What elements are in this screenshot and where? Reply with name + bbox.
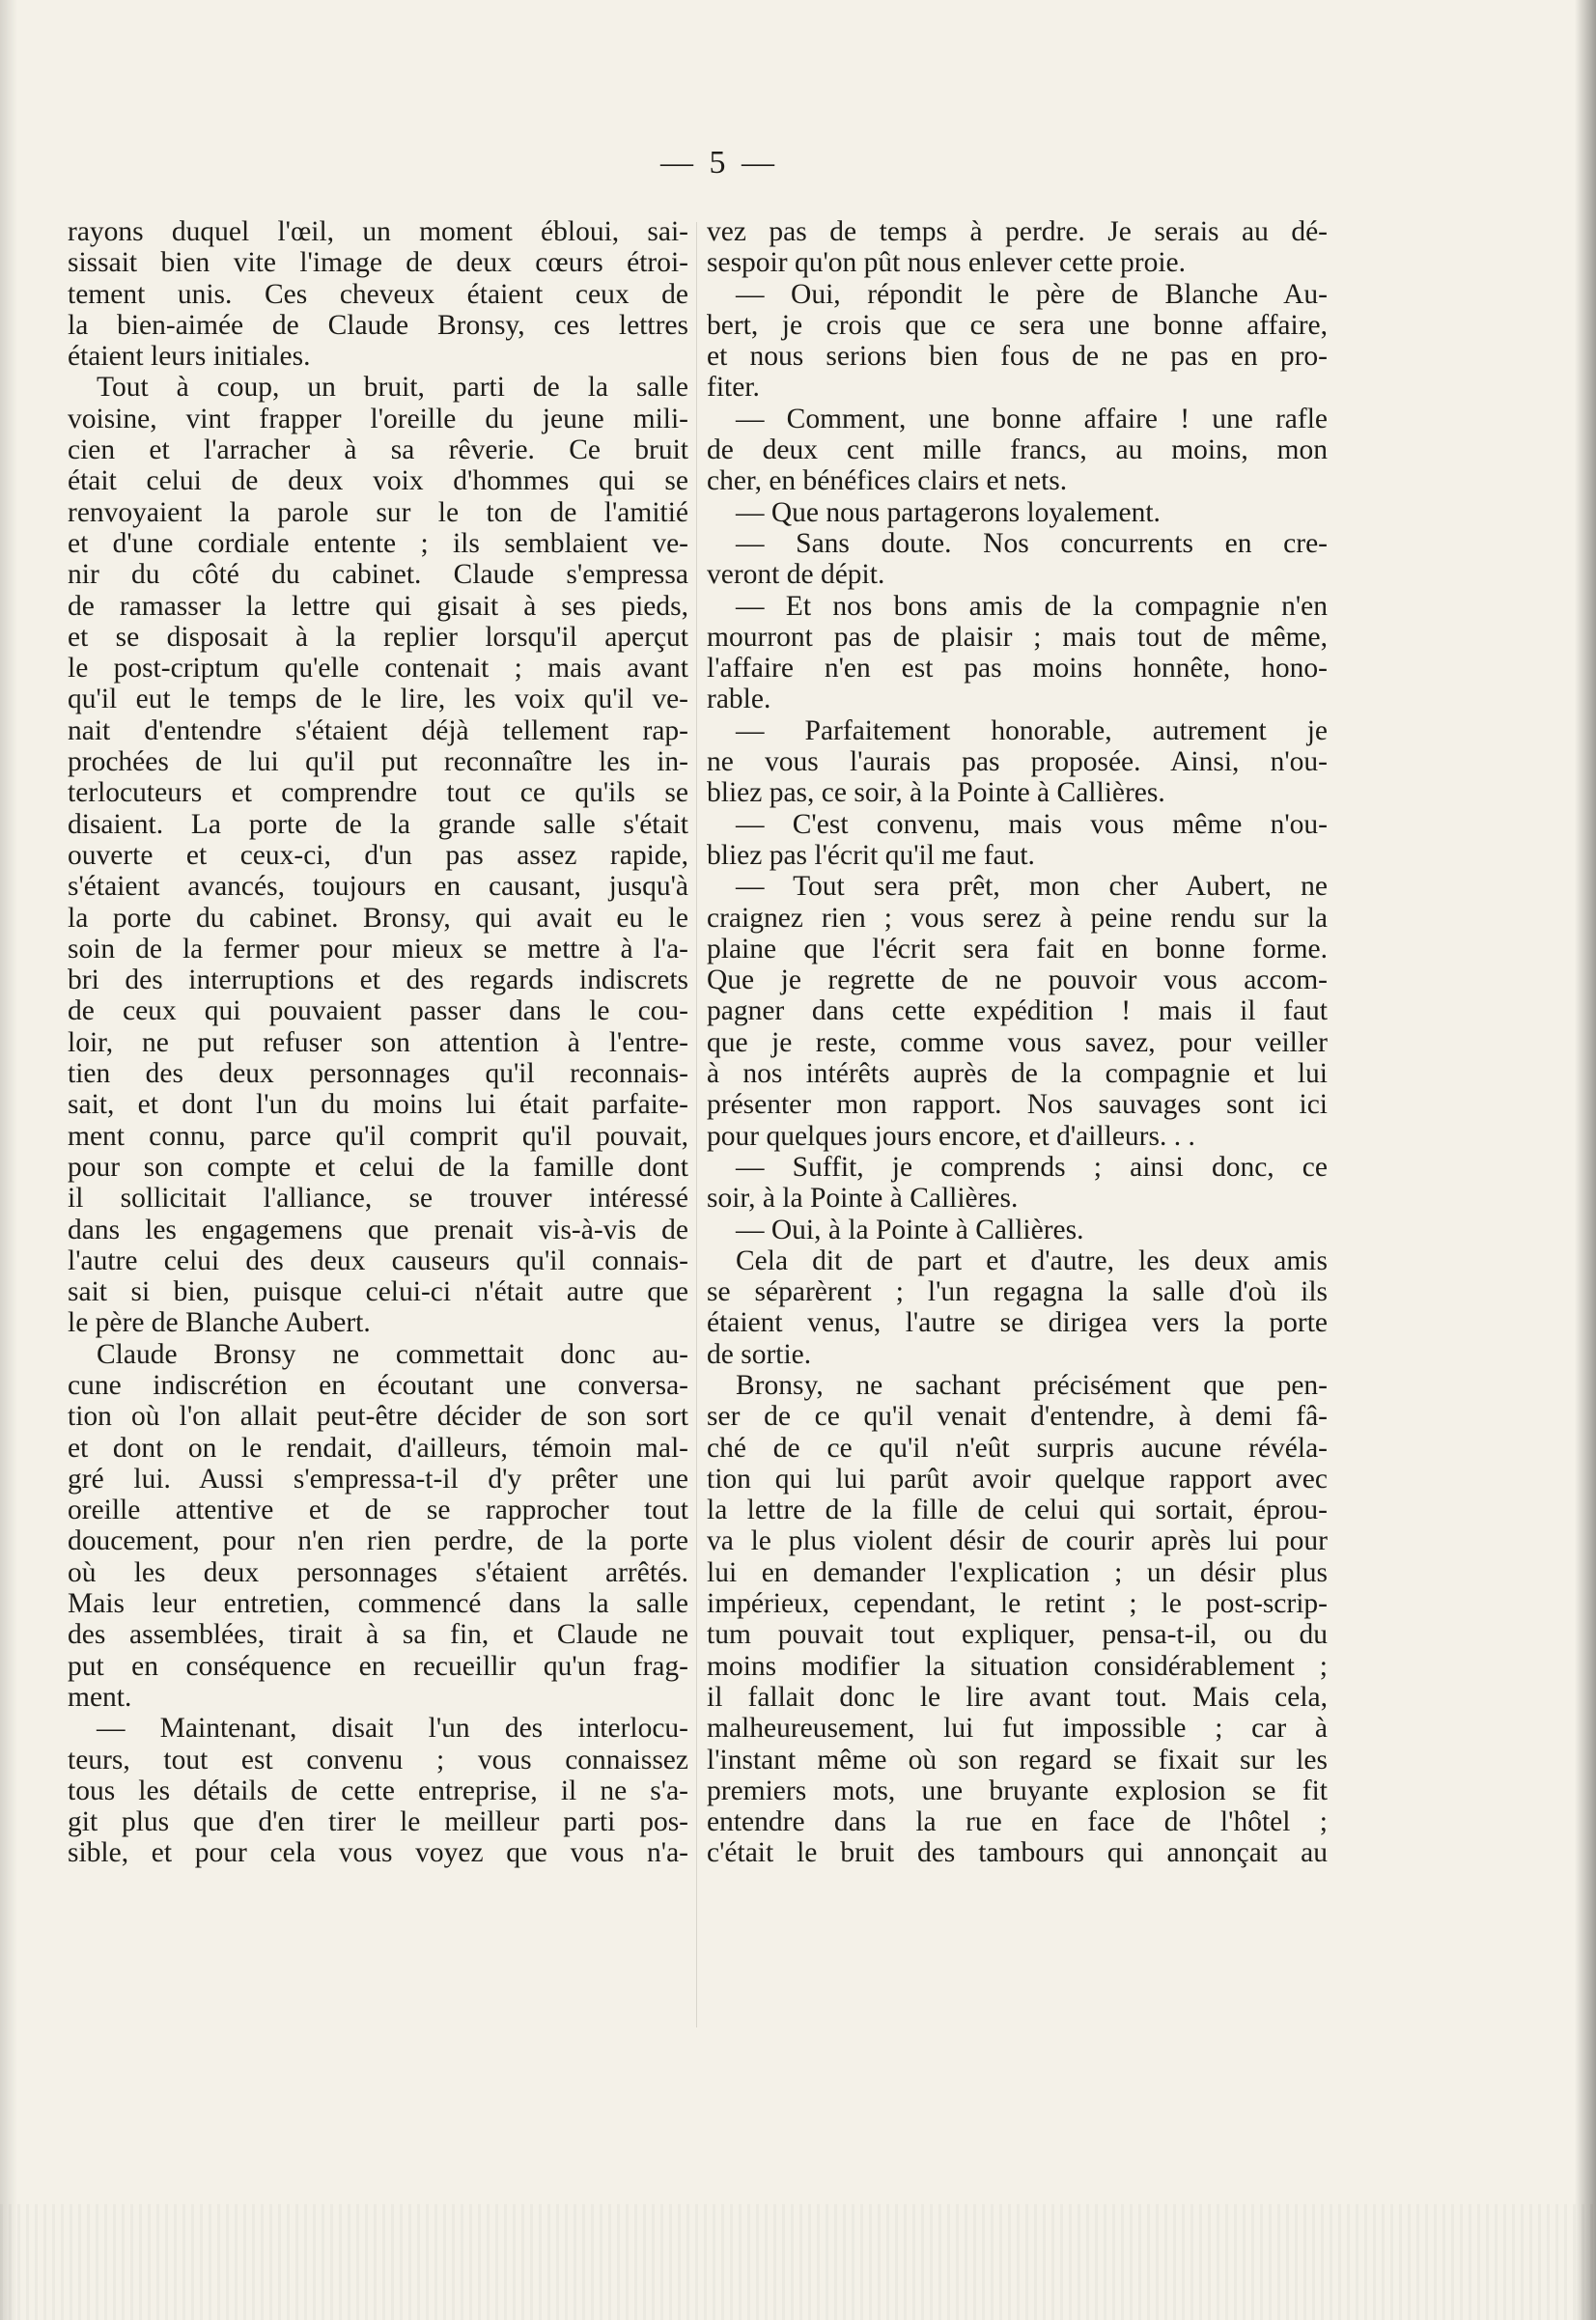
text-line: Mais leur entretien, commencé dans la salle	[68, 1588, 688, 1620]
text-line: prochées de lui qu'il put reconnaître les in-	[68, 746, 688, 778]
text-line: sespoir qu'on pût nous enlever cette proie.	[707, 247, 1187, 279]
text-line: Que je regrette de ne pouvoir vous accom-	[707, 964, 1328, 996]
text-line: — Que nous partagerons loyalement.	[736, 496, 1161, 528]
text-line: étaient venus, l'autre se dirigea vers la porte	[707, 1307, 1328, 1339]
text-line: était celui de deux voix d'hommes qui se	[68, 465, 688, 497]
text-line: de ceux qui pouvaient passer dans le cou-	[68, 995, 688, 1027]
text-line: ché de ce qu'il n'eût surpris aucune révéla-	[707, 1432, 1328, 1464]
text-line: nir du côté du cabinet. Claude s'empressa	[68, 559, 688, 591]
text-line: ment.	[68, 1681, 132, 1713]
text-line: nait d'entendre s'étaient déjà tellement rap-	[68, 714, 688, 746]
text-line: se séparèrent ; l'un regagna la salle d'où ils	[707, 1276, 1328, 1308]
text-line: le père de Blanche Aubert.	[68, 1307, 371, 1339]
column-gutter	[696, 222, 697, 2027]
text-line: bert, je crois que ce sera une bonne affaire,	[707, 309, 1328, 341]
text-line: loir, ne put refuser son attention à l'entre-	[68, 1026, 688, 1058]
right-text-column	[707, 216, 1328, 1869]
text-line: pour son compte et celui de la famille dont	[68, 1151, 688, 1183]
text-line: teurs, tout est convenu ; vous connaissez	[68, 1744, 688, 1775]
text-line: disaient. La porte de la grande salle s'était	[68, 808, 688, 840]
text-line: cien et l'arracher à sa rêverie. Ce bruit	[68, 434, 688, 466]
text-line: Tout à coup, un bruit, parti de la salle	[97, 372, 688, 404]
text-line: premiers mots, une bruyante explosion se fit	[707, 1775, 1328, 1806]
text-line: la bien-aimée de Claude Bronsy, ces lettres	[68, 309, 688, 341]
text-line: tion où l'on allait peut-être décider de son sort	[68, 1401, 688, 1433]
text-line: doucement, pour n'en rien perdre, de la porte	[68, 1525, 688, 1557]
text-line: renvoyaient la parole sur le ton de l'amitié	[68, 496, 688, 528]
text-line: moins modifier la situation considérablement ;	[707, 1650, 1328, 1682]
text-line: et nous serions bien fous de ne pas en pro-	[707, 341, 1328, 373]
text-line: étaient leurs initiales.	[68, 341, 311, 373]
text-line: soir, à la Pointe à Callières.	[707, 1183, 1019, 1215]
text-line: il fallait donc le lire avant tout. Mais cela,	[707, 1681, 1328, 1713]
text-line: mourront pas de plaisir ; mais tout de même,	[707, 621, 1328, 653]
text-line: — Suffit, je comprends ; ainsi donc, ce	[736, 1151, 1328, 1183]
text-line: de deux cent mille francs, au moins, mon	[707, 434, 1328, 466]
text-line: gré lui. Aussi s'empressa-t-il d'y prêter une	[68, 1463, 688, 1495]
text-line: sible, et pour cela vous voyez que vous n'a-	[68, 1837, 688, 1869]
text-line: bliez pas l'écrit qu'il me faut.	[707, 839, 1035, 871]
text-line: fiter.	[707, 372, 760, 404]
text-line: bri des interruptions et des regards indiscrets	[68, 964, 688, 996]
text-line: bliez pas, ce soir, à la Pointe à Callières.	[707, 777, 1165, 809]
text-line: lui en demander l'explication ; un désir plus	[707, 1556, 1328, 1588]
text-line: oreille attentive et de se rapprocher tout	[68, 1495, 688, 1526]
text-line: voisine, vint frapper l'oreille du jeune mili-	[68, 403, 688, 434]
text-line: — Oui, répondit le père de Blanche Au-	[736, 278, 1328, 310]
text-line: — Comment, une bonne affaire ! une rafle	[736, 403, 1328, 434]
text-line: veront de dépit.	[707, 559, 885, 591]
text-line: s'étaient avancés, toujours en causant, jusqu'à	[68, 871, 688, 903]
paper-speckle	[0, 2204, 1596, 2320]
text-line: l'instant même où son regard se fixait sur les	[707, 1744, 1328, 1775]
text-line: git plus que d'en tirer le meilleur parti pos-	[68, 1806, 688, 1838]
text-line: de sortie.	[707, 1338, 812, 1370]
text-line: tum pouvait tout expliquer, pensa-t-il, ou du	[707, 1619, 1328, 1651]
text-line: — Oui, à la Pointe à Callières.	[736, 1214, 1084, 1245]
text-line: présenter mon rapport. Nos sauvages sont ici	[707, 1089, 1328, 1121]
text-line: ne vous l'aurais pas proposée. Ainsi, n'ou-	[707, 746, 1328, 778]
text-line: — Maintenant, disait l'un des interlocu-	[97, 1713, 688, 1745]
text-line: — Sans doute. Nos concurrents en cre-	[736, 527, 1328, 559]
text-line: sait, et dont l'un du moins lui était parfaite-	[68, 1089, 688, 1121]
text-line: — Et nos bons amis de la compagnie n'en	[736, 590, 1328, 622]
text-line: des assemblées, tirait à sa fin, et Claude ne	[68, 1619, 688, 1651]
text-line: et dont on le rendait, d'ailleurs, témoin mal-	[68, 1432, 688, 1464]
text-line: la lettre de la fille de celui qui sortait, éprou-	[707, 1495, 1328, 1526]
text-line: tement unis. Ces cheveux étaient ceux de	[68, 278, 688, 310]
text-line: va le plus violent désir de courir après lui pour	[707, 1525, 1328, 1557]
text-line: sait si bien, puisque celui-ci n'était autre que	[68, 1276, 688, 1308]
text-line: que je reste, comme vous savez, pour veiller	[707, 1026, 1328, 1058]
text-line: Bronsy, ne sachant précisément que pen-	[736, 1369, 1328, 1401]
text-line: ser de ce qu'il venait d'entendre, à demi fâ-	[707, 1401, 1328, 1433]
text-line: — C'est convenu, mais vous même n'ou-	[736, 808, 1328, 840]
text-line: il sollicitait l'alliance, se trouver intéressé	[68, 1183, 688, 1215]
text-line: rable.	[707, 684, 771, 715]
text-line: tien des deux personnages qu'il reconnais-	[68, 1058, 688, 1090]
text-line: à nos intérêts auprès de la compagnie et lui	[707, 1058, 1328, 1090]
text-line: soin de la fermer pour mieux se mettre à l'a-	[68, 933, 688, 964]
text-line: de ramasser la lettre qui gisait à ses pieds,	[68, 590, 688, 622]
text-line: ouverte et ceux-ci, d'un pas assez rapide,	[68, 839, 688, 871]
text-line: Claude Bronsy ne commettait donc au-	[97, 1338, 688, 1370]
text-line: où les deux personnages s'étaient arrêtés.	[68, 1556, 688, 1588]
text-line: et se disposait à la replier lorsqu'il aperçut	[68, 621, 688, 653]
text-line: qu'il eut le temps de le lire, les voix qu'il ve-	[68, 684, 688, 715]
text-line: plaine que l'écrit sera fait en bonne forme.	[707, 933, 1328, 964]
page-edge-shadow-left	[0, 0, 17, 2320]
text-line: dans les engagemens que prenait vis-à-vis de	[68, 1214, 688, 1245]
text-line: ment connu, parce qu'il comprit qu'il pouvait,	[68, 1120, 688, 1152]
text-line: vez pas de temps à perdre. Je serais au dé-	[707, 216, 1328, 247]
text-line: cune indiscrétion en écoutant une conversa-	[68, 1369, 688, 1401]
text-line: — Parfaitement honorable, autrement je	[736, 714, 1328, 746]
text-line: tion qui lui parût avoir quelque rapport avec	[707, 1463, 1328, 1495]
text-line: l'autre celui des deux causeurs qu'il connais-	[68, 1244, 688, 1276]
text-line: Cela dit de part et d'autre, les deux amis	[736, 1244, 1328, 1276]
text-line: sissait bien vite l'image de deux cœurs étroi-	[68, 247, 688, 279]
text-line: la porte du cabinet. Bronsy, qui avait eu le	[68, 902, 688, 934]
text-line: — Tout sera prêt, mon cher Aubert, ne	[736, 871, 1328, 903]
text-line: l'affaire n'en est pas moins honnête, hono-	[707, 653, 1328, 685]
text-line: tous les détails de cette entreprise, il ne s'a-	[68, 1775, 688, 1806]
text-line: et d'une cordiale entente ; ils semblaient ve-	[68, 527, 688, 559]
text-line: impérieux, cependant, le retint ; le post-scrip-	[707, 1588, 1328, 1620]
page-edge-shadow-right	[1575, 0, 1596, 2320]
text-line: rayons duquel l'œil, un moment ébloui, sai-	[68, 216, 688, 247]
text-line: entendre dans la rue en face de l'hôtel ;	[707, 1806, 1328, 1838]
text-line: craignez rien ; vous serez à peine rendu sur la	[707, 902, 1328, 934]
text-line: terlocuteurs et comprendre tout ce qu'ils se	[68, 777, 688, 809]
text-line: c'était le bruit des tambours qui annonçait au	[707, 1837, 1328, 1869]
text-line: pour quelques jours encore, et d'ailleurs. . .	[707, 1120, 1195, 1152]
text-line: malheureusement, lui fut impossible ; car à	[707, 1713, 1328, 1745]
page-number: — 5 —	[660, 145, 778, 181]
text-line: le post-criptum qu'elle contenait ; mais avant	[68, 653, 688, 685]
text-line: pagner dans cette expédition ! mais il faut	[707, 995, 1328, 1027]
text-line: put en conséquence en recueillir qu'un frag-	[68, 1650, 688, 1682]
left-text-column	[68, 216, 688, 1869]
text-line: cher, en bénéfices clairs et nets.	[707, 465, 1068, 497]
